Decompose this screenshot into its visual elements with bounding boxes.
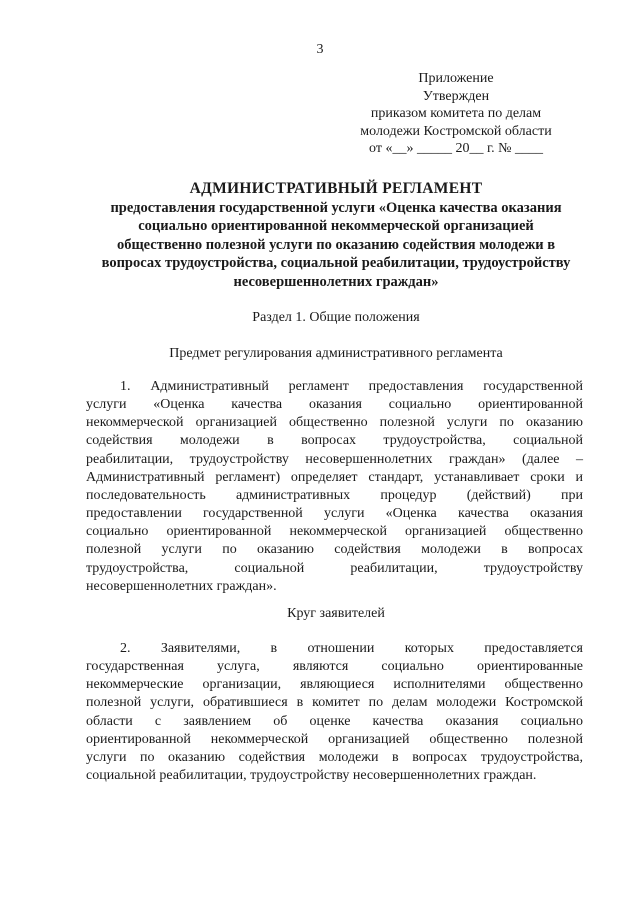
paragraph-line: полезной услуги, обратившиеся в комитет по делам молодежи Костромской bbox=[86, 695, 583, 711]
paragraph-line: предоставлении государственной услуги «Оценка качества оказания bbox=[86, 506, 583, 522]
paragraph-line: социальной реабилитации, трудоустройству несовершеннолетних граждан. bbox=[86, 768, 537, 784]
section-heading: Раздел 1. Общие положения bbox=[252, 310, 420, 325]
paragraph-line: области с заявлением об оценке качества оказания социально bbox=[86, 713, 583, 729]
title-line: предоставления государственной услуги «Оценка качества оказания bbox=[110, 199, 562, 216]
approval-line-approved: Утвержден bbox=[422, 88, 490, 104]
approval-line-committee: молодежи Костромской области bbox=[360, 123, 552, 139]
paragraph-line: услуги по оказанию содействия молодежи в вопросах трудоустройства, bbox=[86, 749, 583, 765]
paragraph-line: 2. Заявителями, в отношении которых предоставляется bbox=[120, 641, 583, 656]
paragraph-line: содействия молодежи в вопросах трудоустройства, социальной bbox=[86, 433, 583, 449]
subject-heading: Предмет регулирования административного регламента bbox=[169, 346, 503, 361]
paragraph-line: ориентированной некоммерческой организацией общественно полезной bbox=[86, 731, 583, 747]
page-number: 3 bbox=[316, 42, 324, 57]
approval-block bbox=[350, 70, 562, 158]
paragraph-line: социально ориентированной некоммерческой организацией общественно bbox=[86, 524, 583, 540]
paragraph-line: трудоустройства, социальной реабилитации, трудоустройству bbox=[86, 560, 583, 576]
approval-line-appendix: Приложение bbox=[418, 71, 494, 86]
paragraph-line: 1. Административный регламент предоставления государственной bbox=[120, 379, 583, 394]
paragraph-line: некоммерческой организацией общественно полезной услуги по оказанию bbox=[86, 415, 583, 431]
title-line: общественно полезной услуги по оказанию содействия молодежи в bbox=[116, 236, 556, 253]
applicants-heading: Круг заявителей bbox=[287, 606, 385, 621]
paragraph-line: последовательность административных процедур (действий) при bbox=[86, 487, 583, 503]
title-line: несовершеннолетних граждан» bbox=[233, 273, 439, 290]
document-title bbox=[86, 180, 586, 292]
approval-line-order: приказом комитета по делам bbox=[370, 106, 542, 121]
paragraph-line: услуги «Оценка качества оказания социально ориентированной bbox=[86, 397, 583, 413]
paragraph-line: государственная услуга, являются социально ориентированные bbox=[86, 659, 583, 675]
approval-line-date-number: от «__» _____ 20__ г. № ____ bbox=[369, 141, 543, 156]
title-line: социально ориентированной некоммерческой организацией bbox=[138, 218, 534, 235]
paragraph-line: полезной услуги по оказанию содействия молодежи в вопросах bbox=[86, 542, 583, 558]
paragraph-applicants bbox=[86, 640, 583, 785]
paragraph-subject bbox=[86, 378, 583, 596]
paragraph-line: несовершеннолетних граждан». bbox=[86, 578, 277, 594]
title-main: АДМИНИСТРАТИВНЫЙ РЕГЛАМЕНТ bbox=[189, 180, 483, 197]
paragraph-line: Административный регламент) определяет стандарт, устанавливает сроки и bbox=[86, 469, 583, 485]
paragraph-line: реабилитации, трудоустройству несовершеннолетних граждан» (далее – bbox=[86, 451, 583, 467]
paragraph-line: некоммерческие организации, являющиеся исполнителями общественно bbox=[86, 677, 583, 693]
title-line: вопросах трудоустройства, социальной реабилитации, трудоустройству bbox=[101, 255, 571, 272]
